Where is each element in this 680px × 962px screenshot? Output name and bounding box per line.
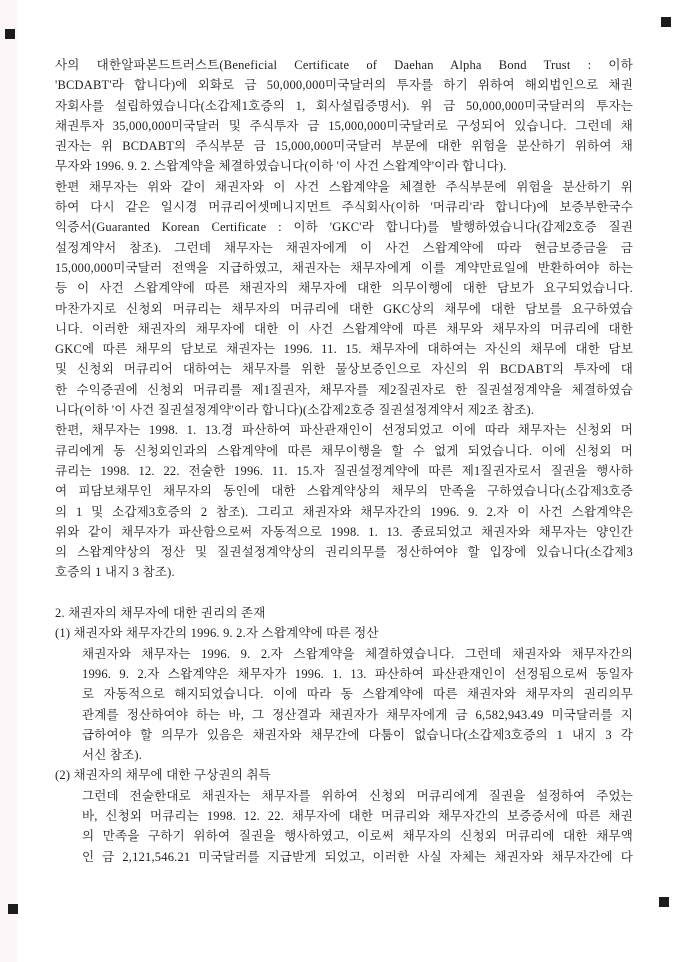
text-line: 설정계약서 참조). 그런데 채무자는 채권자에게 이 사건 스왑계약에 따라 현금보증금을 금 xyxy=(55,240,633,255)
text-line: 로 자동적으로 해지되었습니다. 이에 따라 동 스왑계약에 따른 채권자와 채무자의 권리의무 xyxy=(82,687,633,702)
text-line: 및 신청외 머큐리어 대하여는 채무자를 위한 물상보증인으로 자신의 위 BCDABT의 투자에 대 xyxy=(55,362,633,377)
text-line: 니다(이하 '이 사건 질권설정계약'이라 합니다)(소갑제2호증 질권설정계약서 제2조 참조). xyxy=(55,403,535,418)
text-line: 한편 채무자는 위와 같이 채권자와 이 사건 스왑계약을 체결한 주식부문에 위험을 분산하기 위 xyxy=(55,179,633,194)
text-line: 그런데 전술한대로 채권자는 채무자를 위하여 신청외 머큐리에게 질권을 설정하여 주었는 xyxy=(82,788,633,803)
text-line: 권자는 위 BCDABT의 주식부문 금 15,000,000미국달러 부문에 대한 위험을 분산하기 위하여 채 xyxy=(55,139,633,154)
text-line: 사의 대한알파본드트러스트(Beneficial Certificate of Daehan Alpha Bond Trust : 이하 xyxy=(55,58,633,72)
text-line: 'BCDABT'라 합니다)에 외화로 금 50,000,000미국달러의 투자를 하기 위하여 해외법인으로 채권 xyxy=(55,78,633,93)
blank-line xyxy=(55,583,633,603)
text-line: (1) 채권자와 채무자간의 1996. 9. 2.자 스왑계약에 따른 정산 xyxy=(55,626,379,641)
text-line: 큐리는 1998. 12. 22. 전술한 1996. 11. 15.자 질권설정계약에 따른 제1질권자로서 질권을 행사하 xyxy=(55,463,633,478)
corner-mark-top-left xyxy=(5,29,15,39)
text-line: 익증서(Guaranted Korean Certificate : 이하 'GKC'라 합니다)를 발행하였습니다(갑제2호증 질권 xyxy=(55,220,633,235)
text-line: 하여 다시 같은 일시경 머큐리어셋메니지먼트 주식회사(이하 '머큐리'라 합니다)에 보증부한국수 xyxy=(55,200,633,215)
corner-mark-bottom-right xyxy=(659,897,669,907)
text-line: 채권투자 35,000,000미국달러 및 주식투자 금 15,000,000미국달러로 구성되어 있습니다. 그런데 채 xyxy=(55,118,633,133)
corner-mark-bottom-left xyxy=(8,904,18,914)
text-line: 인 금 2,121,546.21 미국달러를 지급받게 되었고, 이러한 사실 자체는 채권자와 채무자간에 다 xyxy=(82,849,633,864)
text-line: 관계를 정산하여야 하는 바, 그 정산결과 채권자가 채무자에게 금 6,582,943.49 미국달러를 지 xyxy=(82,707,633,722)
text-line: (2) 채권자의 채무에 대한 구상권의 취득 xyxy=(55,768,271,783)
text-line: 급하여야 할 의무가 있음은 채권자와 채무간에 다툼이 없습니다(소갑제3호증의 1 내지 3 각 xyxy=(82,727,633,742)
text-line: 마찬가지로 신청외 머큐리는 채무자의 머큐리에 대한 GKC상의 채무에 대한 담보를 요구하였습 xyxy=(55,301,633,316)
text-line: 한 수익증권에 신청외 머큐리를 제1질권자, 채무자를 제2질권자로 한 질권설정계약을 체결하였습 xyxy=(55,382,633,397)
text-line: 한편, 채무자는 1998. 1. 13.경 파산하여 파산관재인이 선정되었고 이에 따라 채무자는 신청외 머 xyxy=(55,423,633,438)
text-line: 자회사를 설립하였습니다(소갑제1호증의 1, 회사설립증명서). 위 금 50,000,000미국달러의 투자는 xyxy=(55,98,633,113)
text-line: 2. 채권자의 채무자에 대한 권리의 존재 xyxy=(55,606,266,621)
left-margin-strip xyxy=(0,0,17,962)
text-line: 의 만족을 구하기 위하여 질권을 행사하였고, 이로써 채무자의 신청외 머큐리에 대한 채무액 xyxy=(82,829,633,844)
text-line: 큐리에게 동 신청외인과의 스왑계약에 따른 채무이행을 할 수 없게 되었습니다. 이에 신청외 머 xyxy=(55,443,633,458)
text-line: 위와 같이 채무자가 파산함으로써 자동적으로 1998. 1. 13. 종료되었고 채권자와 채무자는 양인간 xyxy=(55,524,633,539)
text-block xyxy=(55,55,633,867)
text-line: 여 피담보채무인 채무자의 동인에 대한 스왑계약상의 채무의 만족을 구하였습니다(소갑제3호증 xyxy=(55,484,633,499)
text-line: 무자와 1996. 9. 2. 스왑계약을 체결하였습니다(이하 '이 사건 스왑계약'이라 합니다). xyxy=(55,159,507,174)
text-line: 등 이 사건 스왑계약에 따른 채권자의 채무자에 대한 의무이행에 대한 담보가 요구되었습니다. xyxy=(55,281,633,296)
text-line: 바, 신청외 머큐리는 1998. 12. 22. 채무자에 대한 머큐리와 채무자간의 보증증서에 따른 채권 xyxy=(82,808,633,823)
text-line: 호증의 1 내지 3 참조). xyxy=(55,565,175,580)
text-line: 1996. 9. 2.자 스왑계약은 채무자가 1996. 1. 13. 파산하여 파산관재인이 선정됨으로써 동일자 xyxy=(82,666,633,681)
text-line: 의 스왑계약상의 정산 및 질권설정계약상의 권리의무를 정산하여야 할 입장에 있습니다(소갑제3 xyxy=(55,545,633,560)
text-line: 서신 참조). xyxy=(82,748,143,763)
text-line: GKC에 따른 채무의 담보로 채권자는 1996. 11. 15. 채무자에 대하여는 자신의 채무에 대한 담보 xyxy=(55,342,633,357)
corner-mark-top-right xyxy=(661,17,671,27)
text-line: 의 1 및 소갑제3호증의 2 참조). 그리고 채권자와 채무자간의 1996. 9. 2.자 이 사건 스왑계약은 xyxy=(55,504,633,519)
text-line: 15,000,000미국달러 전액을 지급하였고, 채권자는 채무자에게 이를 계약만료일에 반환하여야 하는 xyxy=(55,260,633,275)
text-line: 채권자와 채무자는 1996. 9. 2.자 스왑계약을 체결하였습니다. 그런데 채권자와 채무자간의 xyxy=(82,646,633,661)
text-line: 니다. 이러한 채권자의 채무자에 대한 이 사건 스왑계약에 따른 채무와 채무자의 머큐리에 대한 xyxy=(55,321,633,336)
